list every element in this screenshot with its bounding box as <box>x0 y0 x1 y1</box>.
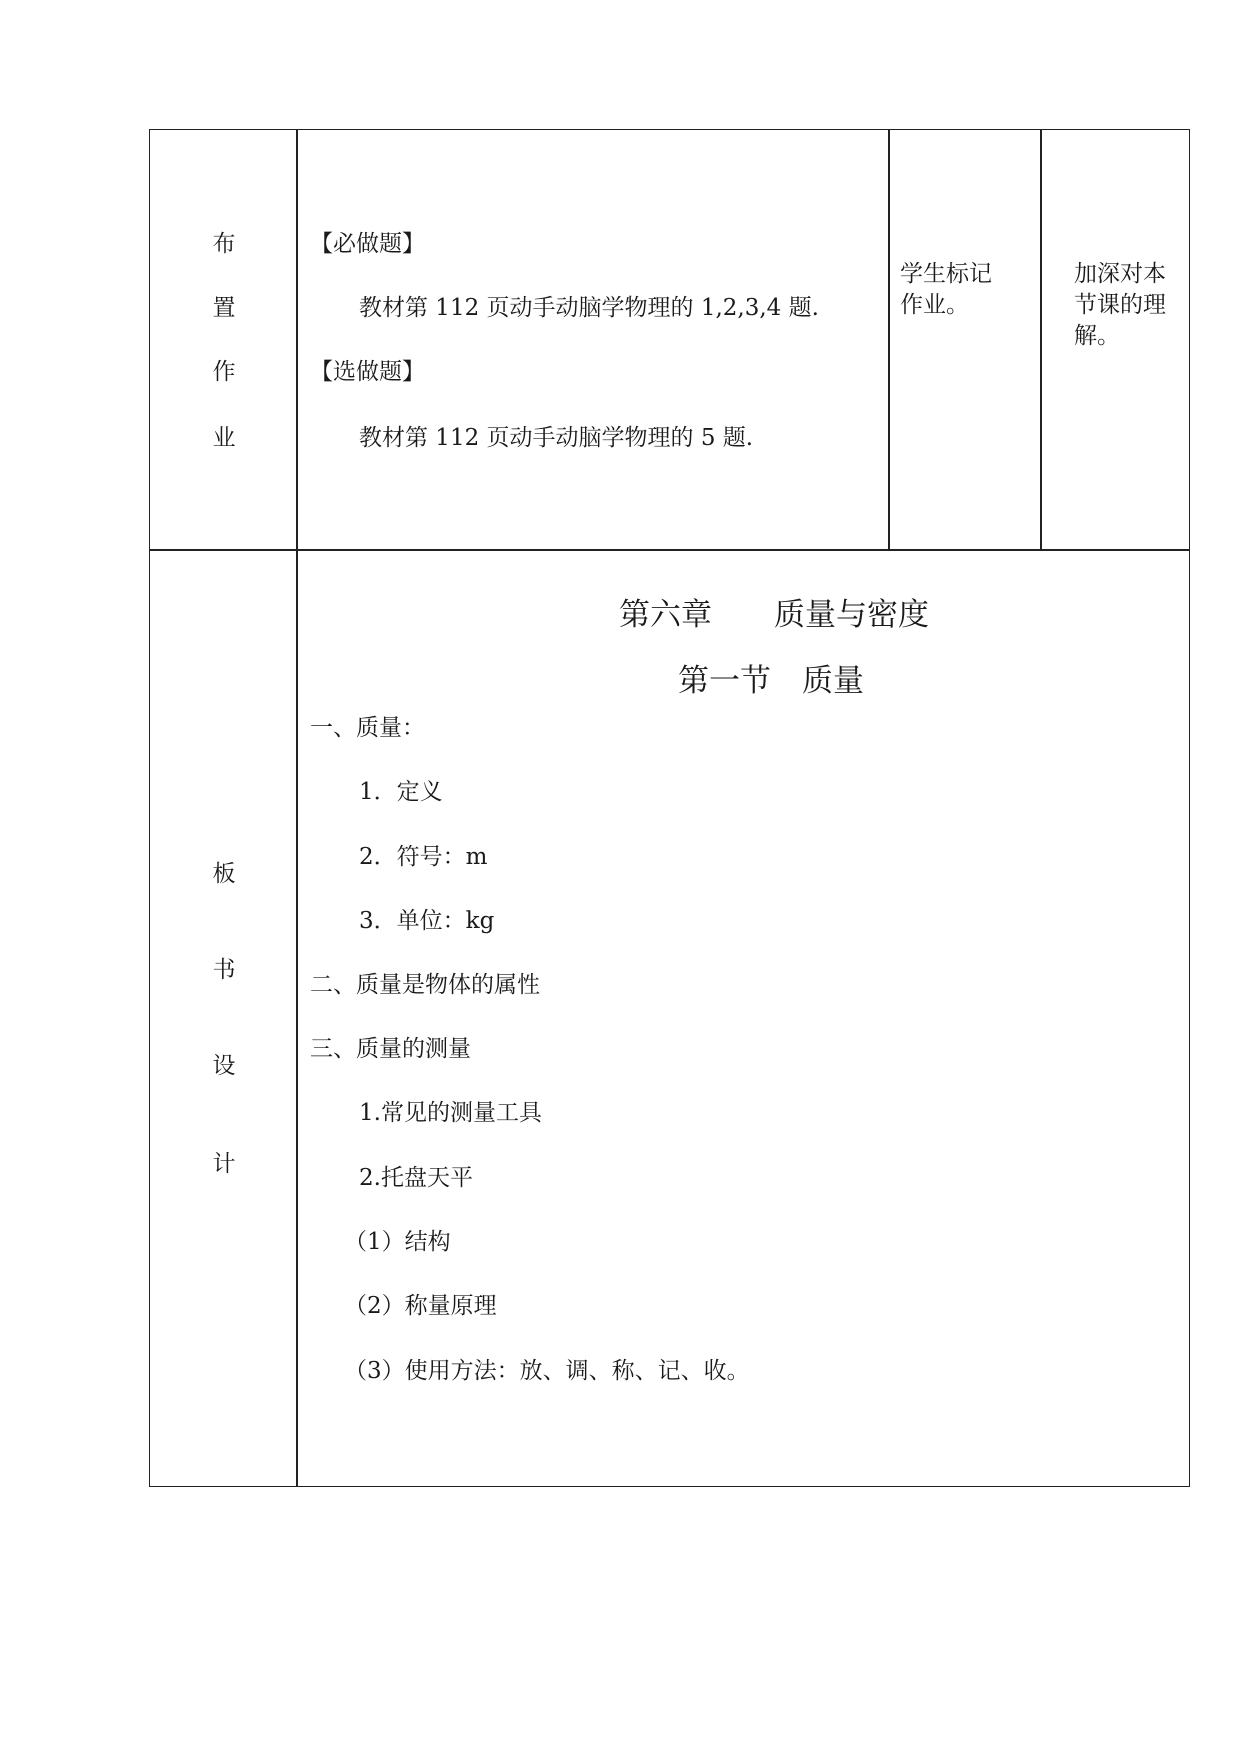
label-column-divider <box>296 129 298 1487</box>
lesson-plan-table <box>149 129 1190 1487</box>
board-label-char-4: 计 <box>212 1151 236 1177</box>
chapter-title: 第六章 质量与密度 <box>619 597 929 633</box>
board-item-5: 二、质量是物体的属性 <box>310 972 540 998</box>
activity-column-divider <box>888 129 890 549</box>
optional-text: 教材第 112 页动手动脑学物理的 5 题. <box>359 425 754 451</box>
board-item-2: 1．定义 <box>359 779 443 805</box>
board-item-4: 3．单位：kg <box>359 908 495 934</box>
homework-label-char-2: 置 <box>212 295 236 321</box>
board-item-10: （2）称量原理 <box>344 1293 497 1319</box>
board-item-8: 2.托盘天平 <box>359 1165 473 1191</box>
homework-label-char-1: 布 <box>212 231 236 257</box>
board-item-3: 2．符号：m <box>359 844 488 870</box>
board-item-9: （1）结构 <box>344 1229 451 1255</box>
row-divider <box>149 549 1190 551</box>
optional-heading: 【选做题】 <box>310 359 425 385</box>
board-item-1: 一、质量： <box>310 715 425 741</box>
homework-label-char-3: 作 <box>212 359 236 385</box>
section-title: 第一节 质量 <box>678 663 864 699</box>
board-label-char-3: 设 <box>212 1053 236 1079</box>
board-item-7: 1.常见的测量工具 <box>359 1100 542 1126</box>
intent-column-divider <box>1040 129 1042 549</box>
board-label-char-1: 板 <box>212 861 236 887</box>
design-intent: 加深对本节课的理解。 <box>1074 261 1166 349</box>
required-text: 教材第 112 页动手动脑学物理的 1,2,3,4 题. <box>359 295 819 321</box>
homework-label-char-4: 业 <box>212 425 236 451</box>
required-heading: 【必做题】 <box>310 231 425 257</box>
board-label-char-2: 书 <box>212 957 236 983</box>
board-item-11: （3）使用方法：放、调、称、记、收。 <box>344 1358 750 1384</box>
student-activity: 学生标记作业。 <box>900 261 992 318</box>
board-item-6: 三、质量的测量 <box>310 1036 471 1062</box>
